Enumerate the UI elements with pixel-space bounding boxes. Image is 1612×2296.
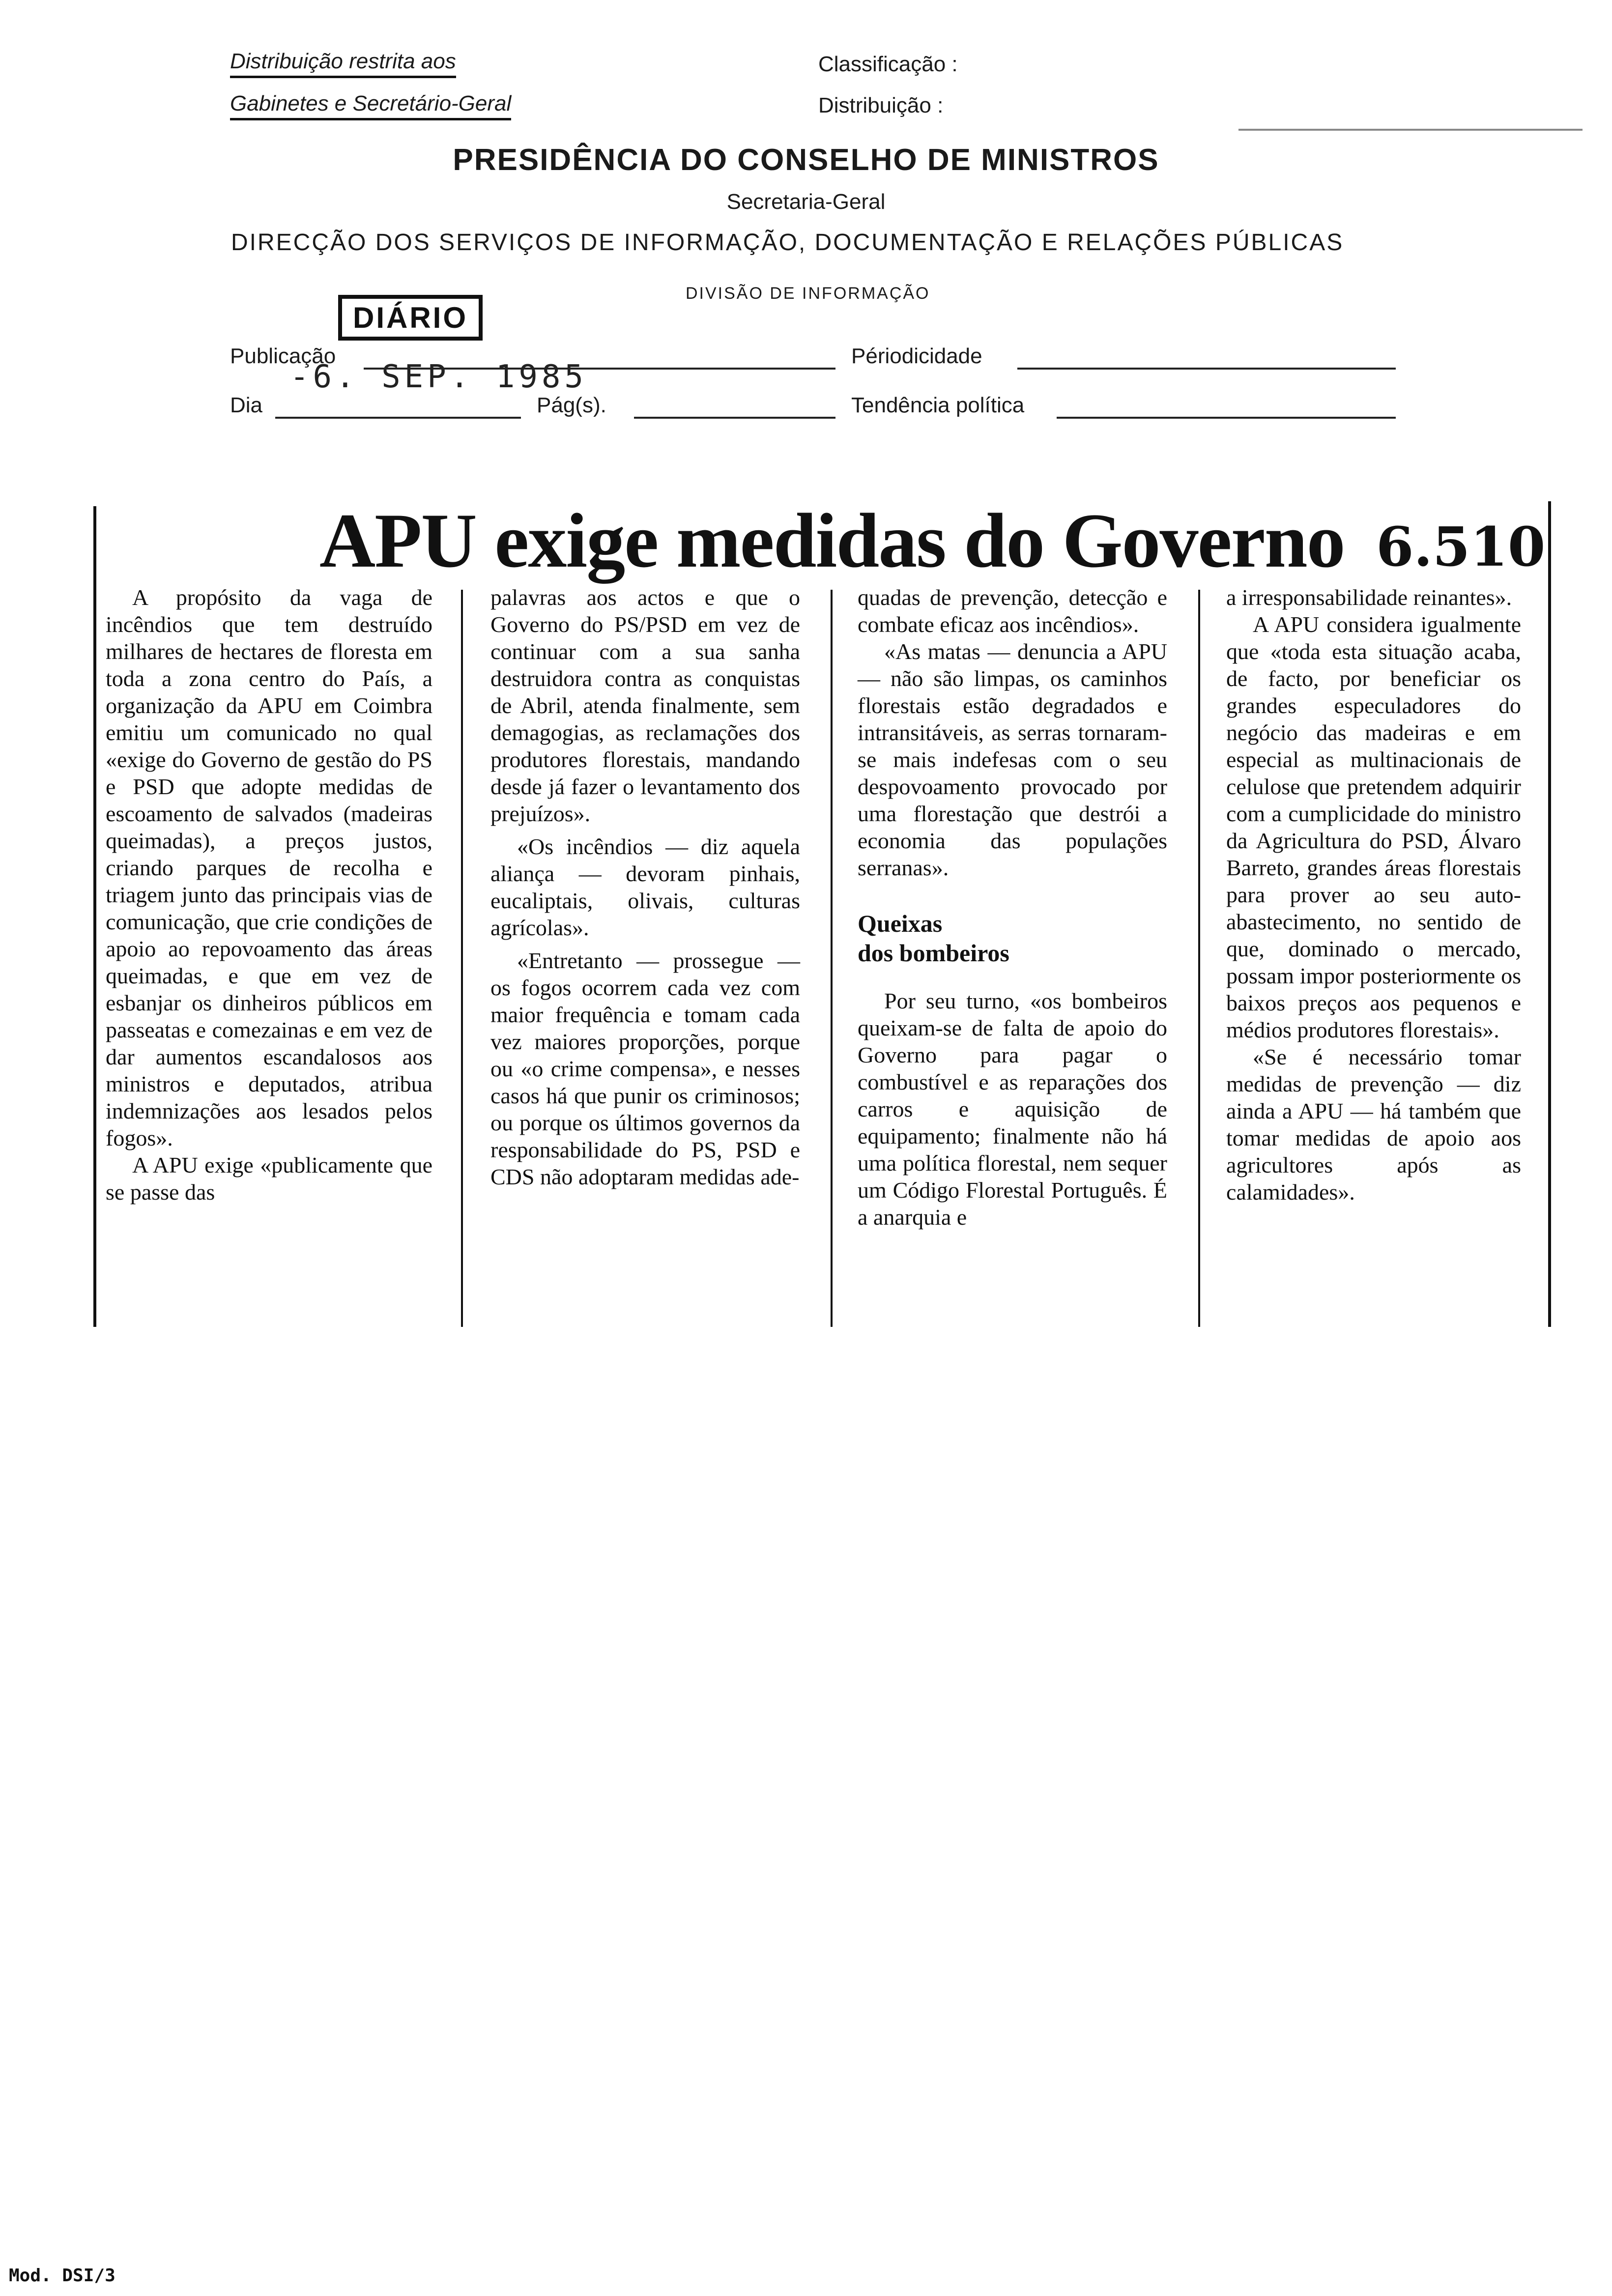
date-stamp: -6. SEP. 1985 (290, 359, 587, 395)
column-2-paragraph-2: «Os incêndios — diz aquela aliança — devoram pinhais, eucaliptais, olivais, culturas agrícolas». (490, 834, 800, 940)
article-headline: APU exige medidas do Governo (319, 498, 1345, 584)
tendency-field-line (1057, 417, 1396, 419)
column-divider-1 (461, 590, 463, 1327)
article-column-3 (858, 584, 1167, 1231)
column-divider-2 (831, 590, 833, 1327)
periodicity-label: Périodicidade (851, 344, 982, 368)
subhead-line-2: dos bombeiros (858, 939, 1009, 967)
pages-label: Pág(s). (537, 393, 606, 417)
article-column-2 (490, 584, 800, 1190)
column-1-paragraph-2: A APU exige «publicamente que se passe das (106, 1152, 432, 1205)
day-label: Dia (230, 393, 263, 417)
subhead-line-1: Queixas (858, 910, 943, 937)
handwritten-annotation: 6.510 (1376, 515, 1546, 578)
column-2-paragraph-3: «Entretanto — prossegue — os fogos ocorrem cada vez com maior frequência e tomam cada vez maiores proporções, porque ou «o crime compensa», e nesses casos há que punir os criminosos; ou porque os últimos governos da responsabilidade do PS, PSD e CDS não adoptaram medidas ade- (490, 948, 800, 1189)
column-2-paragraph-1: palavras aos actos e que o Governo do PS/PSD em vez de continuar com a sua sanha destruidora contra as conquistas de Abril, atenda finalmente, sem demagogias, as reclamações dos produtores florestais, mandando desde já fazer o levantamento dos prejuízos». (490, 585, 800, 826)
column-3-paragraph-3: Por seu turno, «os bombeiros queixam-se de falta de apoio do Governo para pagar o combustível e as reparações dos carros e aquisição de equipamento; finalmente não há uma política florestal, nem sequer um Código Florestal Português. É a anarquia e (858, 988, 1167, 1230)
column-divider-3 (1198, 590, 1200, 1327)
article-column-4 (1226, 584, 1521, 1205)
column-3-paragraph-1: quadas de prevenção, detecção e combate eficaz aos incêndios». (858, 585, 1167, 637)
presidency-title: PRESIDÊNCIA DO CONSELHO DE MINISTROS (453, 143, 1159, 177)
restricted-distribution-line1: Distribuição restrita aos (230, 49, 456, 78)
column-4-paragraph-1: a irresponsabilidade reinantes». (1226, 585, 1512, 610)
publication-label: Publicação (230, 344, 336, 368)
form-model-code: Mod. DSI/3 (9, 2266, 115, 2286)
section-subhead (858, 909, 1167, 968)
restricted-distribution-line2: Gabinetes e Secretário-Geral (230, 91, 511, 120)
column-1-paragraph-1: A propósito da vaga de incêndios que tem destruído milhares de hectares de floresta em toda a zona centro do País, a organização da APU em Coimbra emitiu um comunicado no qual «exige do Governo de gestão do PS e PSD que adopte medidas de escoamento de salvados (madeiras queimadas), a preços justos, criando parques de recolha e triagem junto das principais vias de comunicação, que crie condições de apoio ao repovoamento das áreas queimadas, e que em vez de esbanjar os dinheiros públicos em passeatas e comezainas e em vez de dar aumentos escandalosos aos ministros e deputados, atribua indemnizações aos lesados pelos fogos». (106, 585, 432, 1150)
publication-stamp: DIÁRIO (338, 295, 483, 341)
clipping-right-edge (1548, 501, 1551, 1327)
column-4-paragraph-2: A APU considera igualmente que «toda esta situação acaba, de facto, por beneficiar os grandes especuladores do negócio das madeiras e em especial as multinacionais de celulose que pretendem adquirir com a cumplicidade do ministro da Agricultura do PSD, Álvaro Barreto, grandes áreas florestais para prover ao seu auto-abastecimento, no sentido de que, dominado o mercado, possam impor posteriormente os baixos preços aos pequenos e médios produtores florestais». (1226, 612, 1521, 1042)
tendency-label: Tendência política (851, 393, 1025, 417)
day-field-line (275, 417, 521, 419)
directorate-title: DIRECÇÃO DOS SERVIÇOS DE INFORMAÇÃO, DOCUMENTAÇÃO E RELAÇÕES PÚBLICAS (231, 230, 1344, 256)
column-3-paragraph-2: «As matas — denuncia a APU — não são limpas, os caminhos florestais estão degradados e intransitáveis, as serras tornaram-se mais indefesas com o seu despovoamento provocado por uma florestação que destrói a economia das populações serranas». (858, 639, 1167, 880)
article-column-1 (106, 584, 432, 1205)
clipping-left-edge (93, 506, 96, 1327)
header-side-rule (1238, 129, 1583, 131)
periodicity-field-line (1017, 368, 1396, 370)
classification-label: Classificação : (818, 52, 958, 76)
distribution-label: Distribuição : (818, 93, 944, 117)
column-4-paragraph-3: «Se é necessário tomar medidas de prevenção — diz ainda a APU — há também que tomar medidas de apoio aos agricultores após as calamidades». (1226, 1044, 1521, 1205)
division-title: DIVISÃO DE INFORMAÇÃO (686, 284, 930, 303)
pages-field-line (634, 417, 835, 419)
secretariat-title: Secretaria-Geral (726, 190, 886, 214)
